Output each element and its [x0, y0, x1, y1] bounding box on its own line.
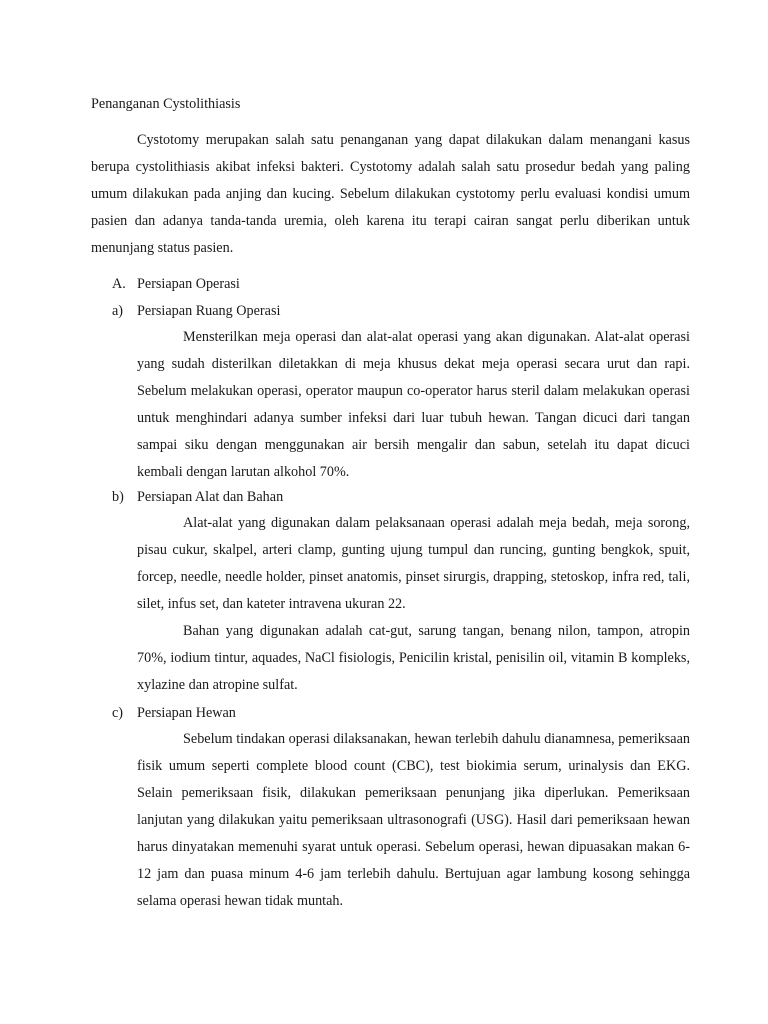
sub-c-marker: c) [112, 705, 124, 721]
sub-b-paragraph-tools: Alat-alat yang digunakan dalam pelaksanaan operasi adalah meja bedah, meja sorong, pisau cukur, skalpel, arteri clamp, gunting ujung tumpul dan runcing, gunting bengkok, spuit, forcep, needle, needle holder, pinset anatomis, pinset sirurgis, drapping, stetoskop, infra red, tali, silet, infus set, dan kateter intravena ukuran 22. [137, 515, 690, 612]
sub-a-heading: Persiapan Ruang Operasi [137, 303, 281, 319]
sub-c-paragraph: Sebelum tindakan operasi dilaksanakan, hewan terlebih dahulu dianamnesa, pemeriksaan fisik umum seperti complete blood count (CBC), test biokimia serum, urinalysis dan EKG. Selain pemeriksaan fisik, dilakukan pemeriksaan penunjang jika diperlukan. Pemeriksaan lanjutan yang dilakukan yaitu pemeriksaan ultrasonografi (USG). Hasil dari pemeriksaan hewan harus dinyatakan memenuhi syarat untuk operasi. Sebelum operasi, hewan dipuasakan makan 6-12 jam dan puasa minum 4-6 jam terlebih dahulu. Bertujuan agar lambung kosong sehingga selama operasi hewan tidak muntah. [137, 731, 690, 909]
sub-b-marker: b) [112, 489, 124, 505]
sub-c-heading: Persiapan Hewan [137, 705, 236, 721]
sub-a-marker: a) [112, 303, 124, 319]
sub-a-paragraph: Mensterilkan meja operasi dan alat-alat operasi yang akan digunakan. Alat-alat operasi yang sudah disterilkan diletakkan di meja khusus dekat meja operasi secara urut dan rapi. Sebelum melakukan operasi, operator maupun co-operator harus steril dalam melakukan operasi untuk menghindari adanya sumber infeksi dari luar tubuh hewan. Tangan dicuci dari tangan sampai siku dengan menggunakan air bersih mengalir dan sabun, setelah itu dapat dicuci kembali dengan larutan alkohol 70%. [137, 329, 690, 480]
section-a-marker: A. [112, 276, 126, 292]
intro-paragraph: Cystotomy merupakan salah satu penanganan yang dapat dilakukan dalam menangani kasus berupa cystolithiasis akibat infeksi bakteri. Cystotomy adalah salah satu prosedur bedah yang paling umum dilakukan pada anjing dan kucing. Sebelum dilakukan cystotomy perlu evaluasi kondisi umum pasien dan adanya tanda-tanda uremia, oleh karena itu terapi cairan sangat perlu diberikan untuk menunjang status pasien. [91, 132, 690, 256]
document-title: Penanganan Cystolithiasis [91, 96, 241, 112]
sub-b-heading: Persiapan Alat dan Bahan [137, 489, 284, 505]
sub-b-paragraph-materials: Bahan yang digunakan adalah cat-gut, sarung tangan, benang nilon, tampon, atropin 70%, iodium tintur, aquades, NaCl fisiologis, Penicilin kristal, penisilin oil, vitamin B kompleks, xylazine dan atropine sulfat. [137, 623, 690, 693]
section-a-heading: Persiapan Operasi [137, 276, 240, 292]
